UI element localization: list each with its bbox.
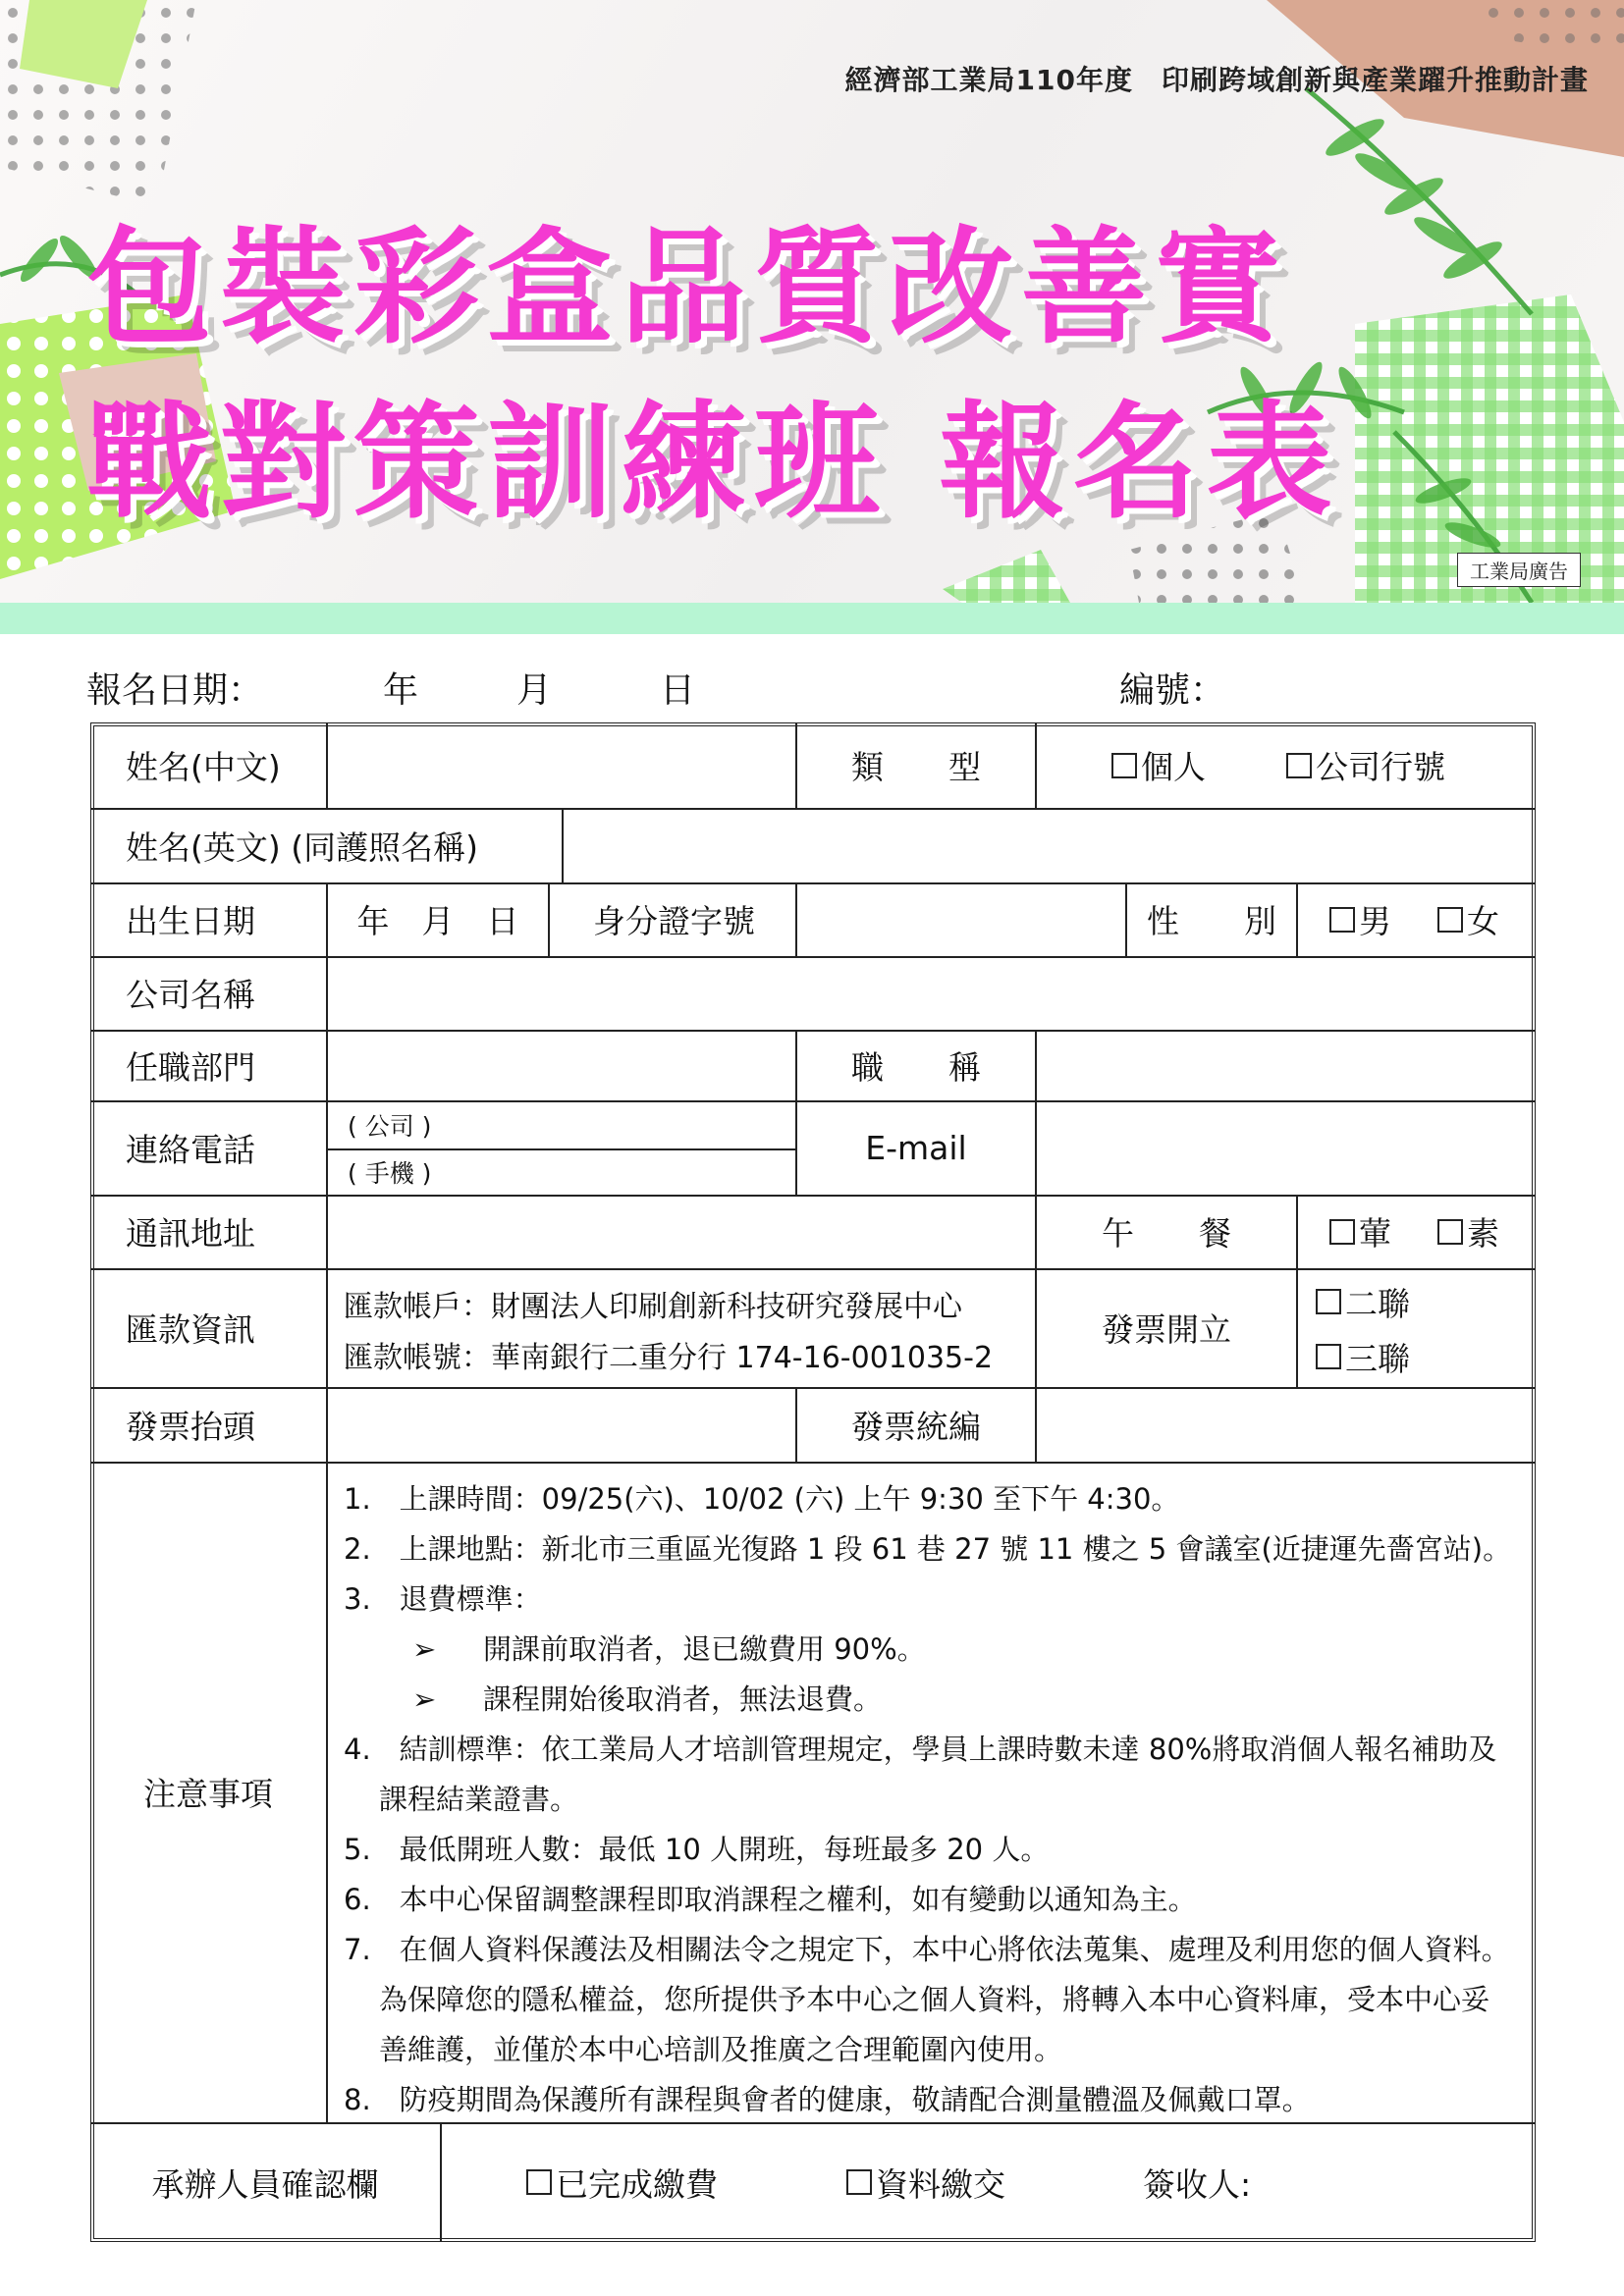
checkbox-icon [1437,1219,1463,1245]
signee-label: 簽收人: [1143,2164,1252,2204]
header-banner [0,0,1624,603]
title-line-2: 戰對策訓練班 報名表 [86,390,1340,536]
note-item: 4. 結訓標準：依工業局人才培訓管理規定，學員上課時數未達 80%將取消個人報名補助及 [344,1733,1497,1766]
gender-female-option[interactable] [1437,882,1499,956]
note-item: 1. 上課時間：09/25(六)、10/02 (六) 上午 9:30 至下午 4:30。 [344,1482,1180,1516]
ad-tag: 工業局廣告 [1457,553,1581,587]
remit-label: 匯款資訊 [126,1310,255,1349]
notes-label: 注意事項 [143,1775,273,1813]
invoice-title-field[interactable] [328,1389,793,1460]
checkbox-icon [526,2169,552,2195]
name-en-label: 姓名(英文) (同護照名稱) [126,828,478,867]
invoice-two-option[interactable] [1316,1278,1410,1325]
checkbox-icon [846,2169,872,2195]
gender-male-label: 男 [1359,902,1391,940]
note-item: 7. 在個人資料保護法及相關法令之規定下，本中心將依法蒐集、處理及利用您的個人資料。 [344,1933,1510,1966]
mint-divider [0,603,1624,634]
note-bullet [344,1625,1522,1675]
day-label: 日 [660,670,696,711]
paid-option[interactable] [526,2122,718,2242]
remit-account: 匯款帳戶：財團法人印刷創新科技研究發展中心 [344,1290,962,1324]
gender-label: 性 別 [1147,902,1276,940]
lunch-meat-option[interactable] [1329,1195,1391,1268]
program-name: 經濟部工業局110年度 印刷跨域創新與產業躍升推動計畫 [844,64,1589,96]
job-title-label: 職 稱 [851,1047,981,1087]
birth-label: 出生日期 [126,902,255,940]
year-label: 年 [383,670,419,711]
invoice-two-label: 二聯 [1345,1284,1410,1323]
dept-field[interactable] [328,1032,793,1099]
type-label: 類 型 [851,748,981,786]
col-divider [326,1100,328,1195]
gender-male-option[interactable] [1329,882,1391,956]
remit-number: 匯款帳號：華南銀行二重分行 174-16-001035-2 [344,1341,994,1375]
checkbox-icon [1329,907,1355,933]
lunch-label: 午 餐 [1102,1214,1231,1253]
arrow-bullet-icon: ➢ [412,1632,437,1666]
note-bullet-text: 課程開始後取消者，無法退費。 [483,1682,883,1716]
dept-label: 任職部門 [126,1047,255,1087]
company-label: 公司名稱 [126,976,255,1014]
number-label: 編號： [1119,670,1226,711]
note-item: 6. 本中心保留調整課程即取消課程之權利，如有變動以通知為主。 [344,1883,1197,1916]
note-item: 8. 防疫期間為保護所有課程與會者的健康，敬請配合測量體溫及佩戴口罩。 [344,2083,1311,2116]
id-label: 身分證字號 [593,902,755,940]
name-en-field[interactable] [564,810,1532,881]
checkbox-icon [1437,907,1463,933]
col-divider [548,882,550,956]
note-item-continued: 善維護，並僅於本中心培訓及推廣之合理範圍內使用。 [379,2033,1063,2066]
col-divider [326,1462,328,2122]
id-field[interactable] [797,884,1125,955]
col-divider [440,2122,442,2242]
job-title-field[interactable] [1037,1032,1532,1099]
col-divider [326,1268,328,1387]
checkbox-icon [1316,1344,1341,1369]
invoice-three-option[interactable] [1316,1333,1410,1380]
lunch-veg-label: 素 [1467,1214,1499,1253]
checkbox-icon [1316,1289,1341,1314]
phone-label: 連絡電話 [126,1130,255,1169]
phone-company-field[interactable]: ( 公司 ) [348,1111,432,1141]
invoice-label: 發票開立 [1102,1310,1231,1349]
checkbox-icon [1111,753,1137,778]
lunch-veg-option[interactable] [1437,1195,1499,1268]
note-item-continued: 為保障您的隱私權益，您所提供予本中心之個人資料，將轉入本中心資料庫，受本中心妥 [379,1983,1490,2016]
invoice-tax-id-label: 發票統編 [851,1407,981,1446]
birth-field[interactable]: 年 月 日 [356,902,519,940]
invoice-three-label: 三聯 [1345,1339,1410,1378]
email-label: E-mail [865,1128,967,1167]
col-divider [1296,1268,1298,1387]
type-company-option[interactable] [1286,722,1445,808]
row-divider [90,1268,1536,1270]
company-field[interactable] [328,958,1532,1029]
note-bullet [344,1675,1522,1725]
paid-label: 已完成繳費 [556,2164,718,2204]
type-personal-option[interactable] [1111,722,1206,808]
address-label: 通訊地址 [126,1214,255,1253]
checkbox-icon [1286,753,1312,778]
name-cn-field[interactable] [328,724,793,807]
invoice-tax-id-field[interactable] [1037,1389,1532,1460]
note-item-continued: 課程結業證書。 [379,1783,579,1816]
confirm-label: 承辦人員確認欄 [151,2164,379,2204]
col-divider [1296,882,1298,956]
email-field[interactable] [1037,1102,1532,1193]
title-line-1: 包裝彩盒品質改善實 [86,215,1289,361]
note-item: 3. 退費標準： [344,1582,542,1616]
docs-label: 資料繳交 [876,2164,1005,2204]
type-personal-label: 個人 [1141,748,1206,786]
type-company-label: 公司行號 [1316,748,1445,786]
gender-female-label: 女 [1467,902,1499,940]
month-label: 月 [516,670,553,711]
invoice-title-label: 發票抬頭 [126,1407,255,1446]
notes-list [344,1474,1522,2125]
checkbox-icon [1329,1219,1355,1245]
note-bullet-text: 開課前取消者，退已繳費用 90%。 [483,1632,926,1666]
lunch-meat-label: 葷 [1359,1214,1391,1253]
name-cn-label: 姓名(中文) [126,748,281,786]
col-divider [1296,1195,1298,1268]
col-divider [1035,722,1037,808]
address-field[interactable] [328,1197,1033,1267]
date-label: 報名日期： [86,670,264,711]
docs-option[interactable] [846,2122,1005,2242]
arrow-bullet-icon: ➢ [412,1682,437,1716]
note-item: 2. 上課地點：新北市三重區光復路 1 段 61 巷 27 號 11 樓之 5 會議室(近捷運先嗇宮站)。 [344,1532,1512,1566]
registration-form [90,722,1536,2242]
phone-mobile-field[interactable]: ( 手機 ) [348,1158,432,1188]
note-item: 5. 最低開班人數：最低 10 人開班，每班最多 20 人。 [344,1833,1050,1866]
